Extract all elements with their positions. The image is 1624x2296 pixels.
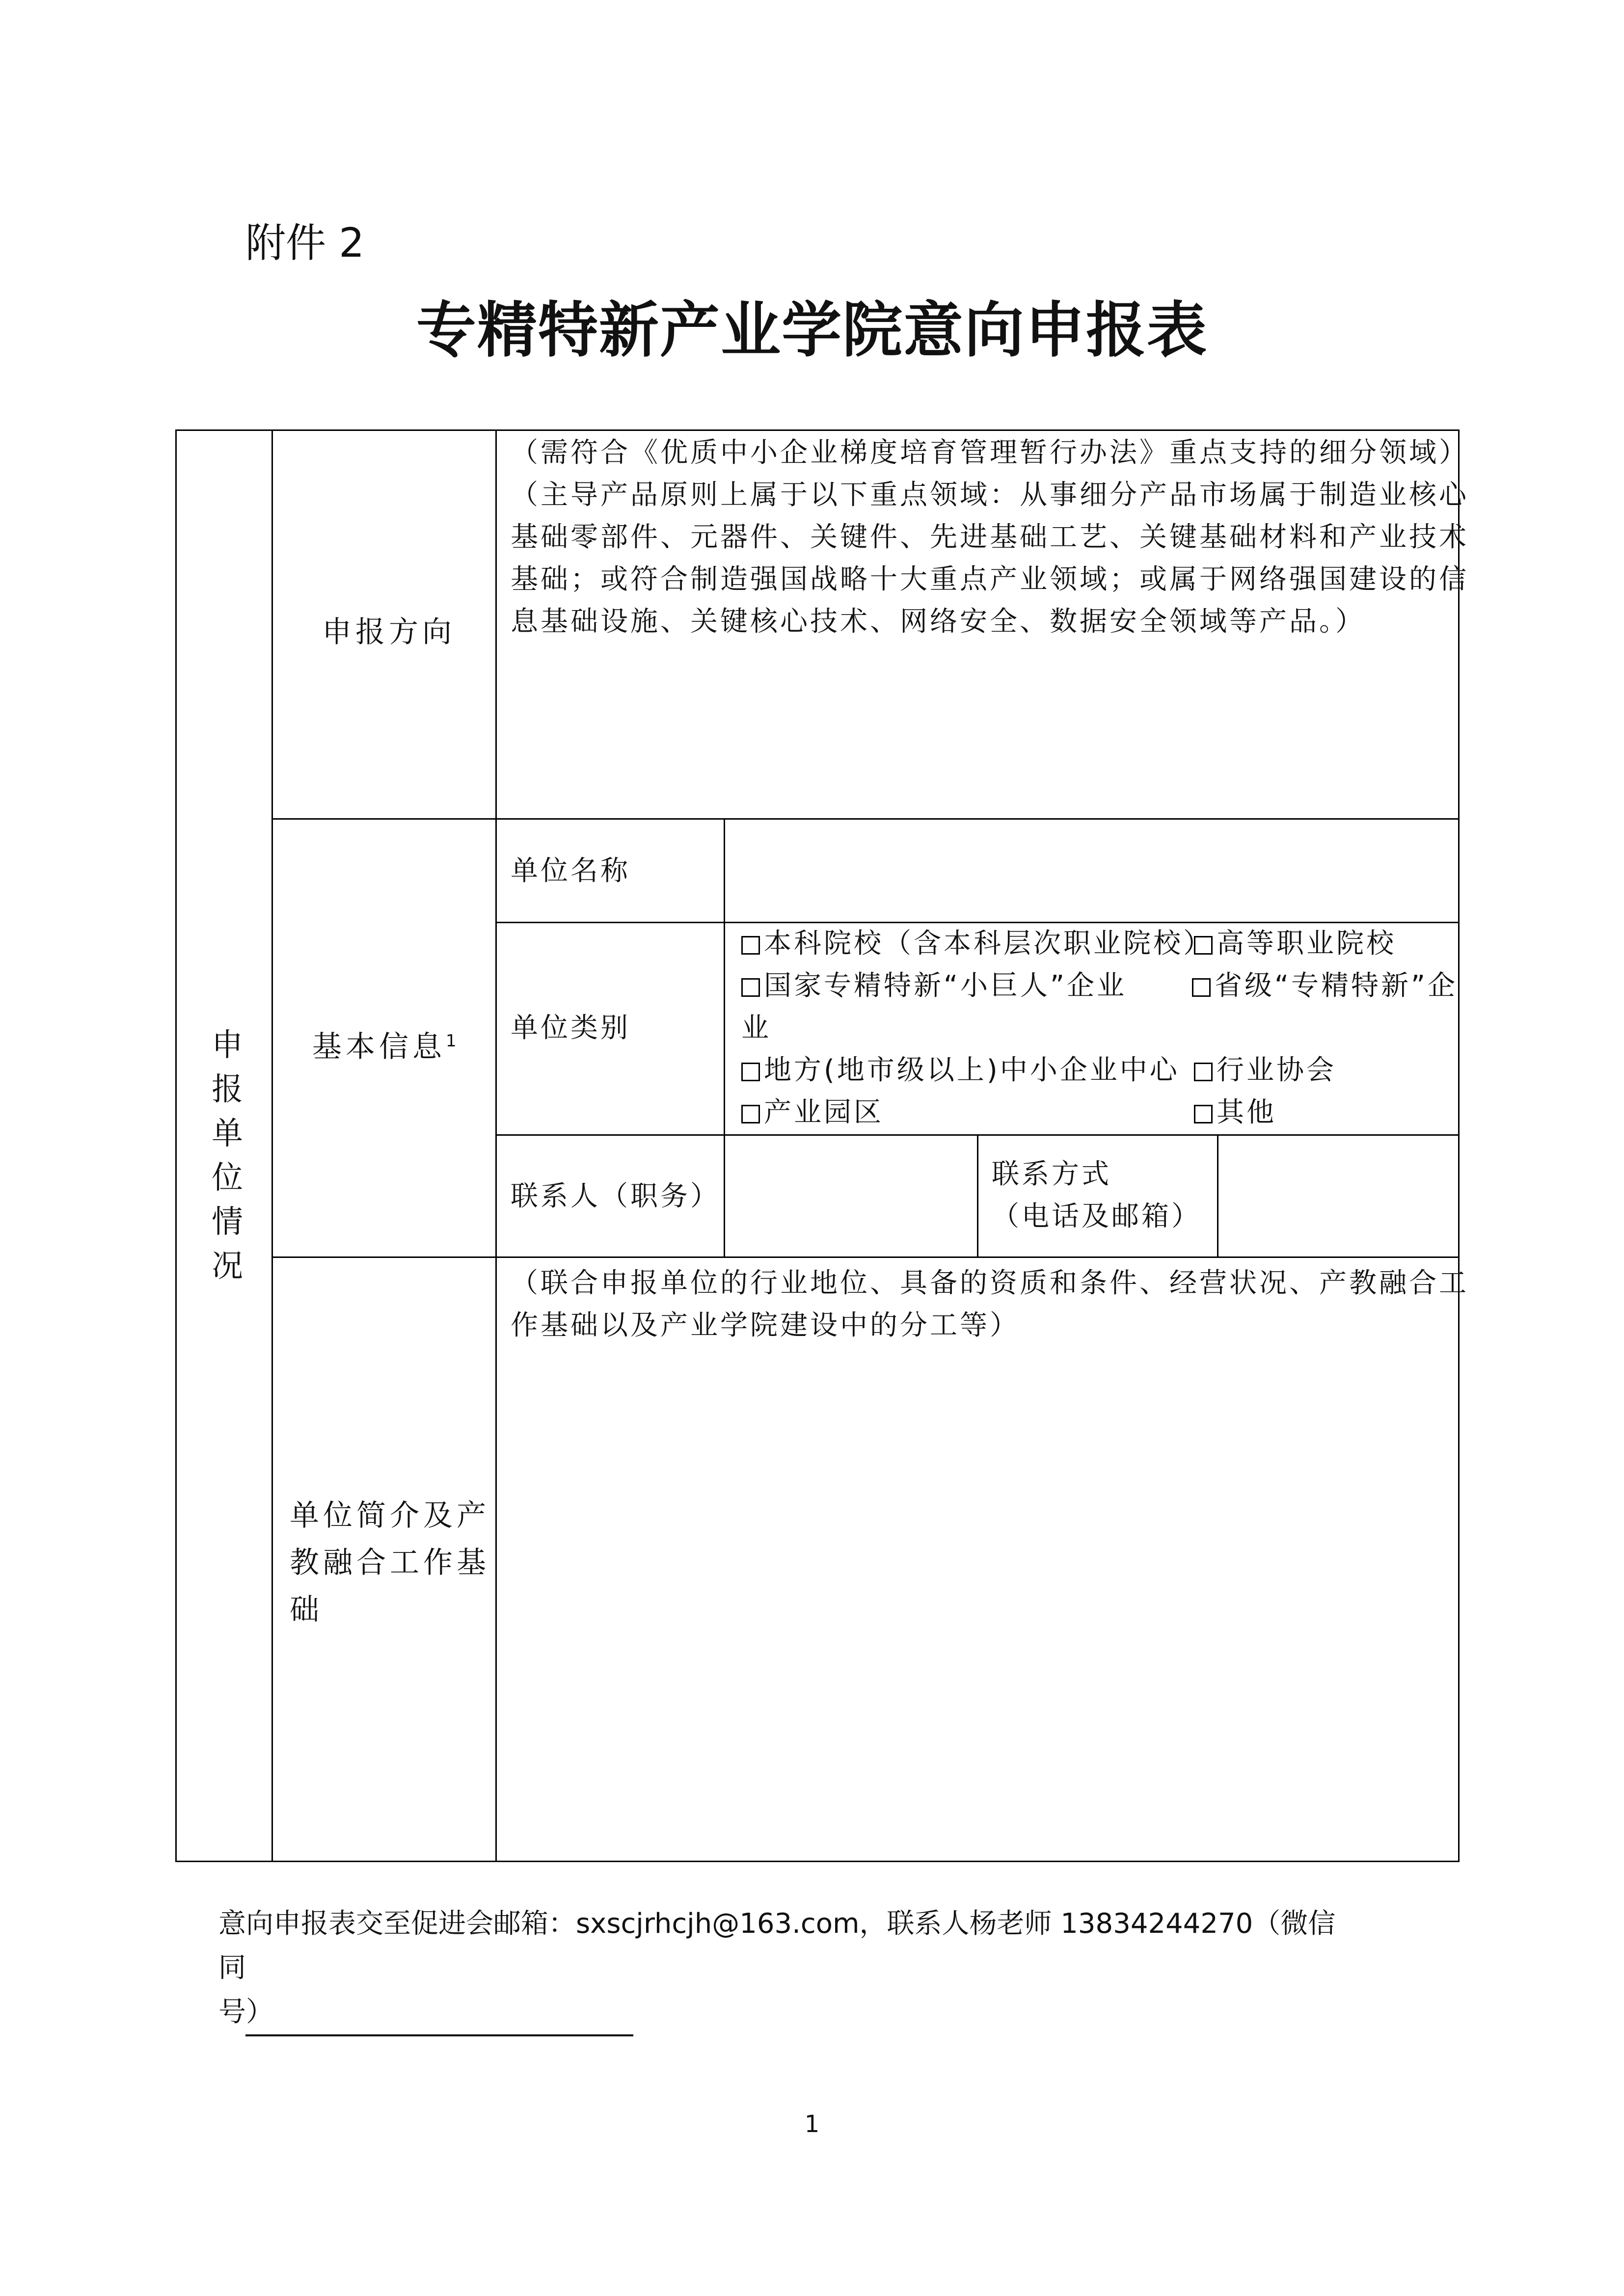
- option-industrial-park[interactable]: [741, 1092, 884, 1134]
- contact-method-field[interactable]: [1220, 1137, 1457, 1255]
- checkbox-icon[interactable]: [741, 1063, 760, 1081]
- option-higher-vocational[interactable]: [1194, 923, 1396, 965]
- checkbox-icon[interactable]: [1192, 978, 1211, 997]
- option-label: 行业协会: [1217, 1054, 1336, 1086]
- section-vertical-label: [205, 1023, 249, 1288]
- footnote-divider: [245, 2034, 633, 2036]
- submission-note-line: 意向申报表交至促进会邮箱：sxscjrhcjh@163.com，联系人杨老师 13834244270（微信同: [218, 1908, 1336, 1984]
- option-label: 其他: [1217, 1096, 1276, 1128]
- checkbox-icon[interactable]: [741, 936, 760, 955]
- unit-type-label: 单位类别: [511, 1012, 630, 1044]
- option-industry-association[interactable]: [1194, 1049, 1336, 1092]
- basic-info-text: 基本信息: [312, 1030, 446, 1064]
- checkbox-icon[interactable]: [741, 1105, 760, 1123]
- option-label: 国家专精特新“小巨人”企业: [764, 970, 1127, 1002]
- direction-text-line: （需符合《优质中小企业梯度培育管理暂行办法》重点支持的细分领域）: [511, 437, 1469, 469]
- attachment-label: 附件 2: [245, 220, 365, 267]
- direction-label: 申报方向: [322, 615, 456, 649]
- contact-method-sublabel: （电话及邮箱）: [992, 1201, 1201, 1232]
- intro-label-line: 教融合工作基: [290, 1546, 490, 1580]
- unit-name-field[interactable]: [727, 821, 1457, 921]
- section-char: 情: [212, 1204, 243, 1240]
- option-label: 地方(地市级以上)中小企业中心: [764, 1054, 1180, 1086]
- basic-info-label: [312, 1023, 460, 1066]
- page-title: 专精特新产业学院意向申报表: [416, 295, 1208, 365]
- option-undergrad[interactable]: [741, 923, 1213, 965]
- section-char: 报: [212, 1071, 243, 1108]
- footnote-mark: 1: [446, 1031, 460, 1051]
- intro-text-line: （联合申报单位的行业地位、具备的资质和条件、经营状况、产教融合工: [511, 1267, 1469, 1299]
- direction-text-line: 基础零部件、元器件、关键件、先进基础工艺、关键基础材料和产业技术: [511, 521, 1469, 553]
- option-wrap-text: 业: [741, 1012, 771, 1044]
- page-number: 1: [804, 2110, 820, 2138]
- unit-name-label: 单位名称: [511, 855, 630, 887]
- option-national-little-giant[interactable]: [741, 965, 1127, 1007]
- checkbox-icon[interactable]: [1194, 1105, 1213, 1123]
- option-label: 省级“专精特新”企: [1215, 970, 1458, 1002]
- submission-note: [218, 1902, 1348, 2028]
- intro-label: [290, 1492, 490, 1633]
- contact-method-label: 联系方式: [992, 1158, 1111, 1190]
- intro-label-line: 础: [290, 1593, 323, 1627]
- section-char: 位: [212, 1160, 243, 1196]
- option-label: 高等职业院校: [1217, 928, 1396, 960]
- intro-label-line: 单位简介及产: [290, 1498, 490, 1533]
- section-char: 单: [212, 1116, 243, 1152]
- direction-text-line: 基础；或符合制造强国战略十大重点产业领域；或属于网络强国建设的信: [511, 563, 1469, 595]
- direction-text-line: （主导产品原则上属于以下重点领域：从事细分产品市场属于制造业核心: [511, 479, 1469, 511]
- option-label: 产业园区: [764, 1096, 884, 1128]
- checkbox-icon[interactable]: [1194, 1063, 1213, 1081]
- contact-person-field[interactable]: [727, 1137, 975, 1255]
- option-provincial-specialized[interactable]: [1192, 965, 1458, 1007]
- checkbox-icon[interactable]: [1194, 936, 1213, 955]
- section-char: 况: [212, 1248, 243, 1284]
- submission-note-line: 号）: [218, 1996, 273, 2028]
- option-other[interactable]: [1194, 1092, 1276, 1134]
- section-char: 申: [212, 1027, 243, 1064]
- checkbox-icon[interactable]: [741, 978, 760, 997]
- intro-text-line: 作基础以及产业学院建设中的分工等）: [511, 1309, 1020, 1341]
- option-local-sme-center[interactable]: [741, 1049, 1180, 1092]
- direction-text-line: 息基础设施、关键核心技术、网络安全、数据安全领域等产品。）: [511, 606, 1365, 638]
- option-label: 本科院校（含本科层次职业院校）: [764, 928, 1213, 960]
- contact-person-label: 联系人（职务）: [511, 1180, 720, 1212]
